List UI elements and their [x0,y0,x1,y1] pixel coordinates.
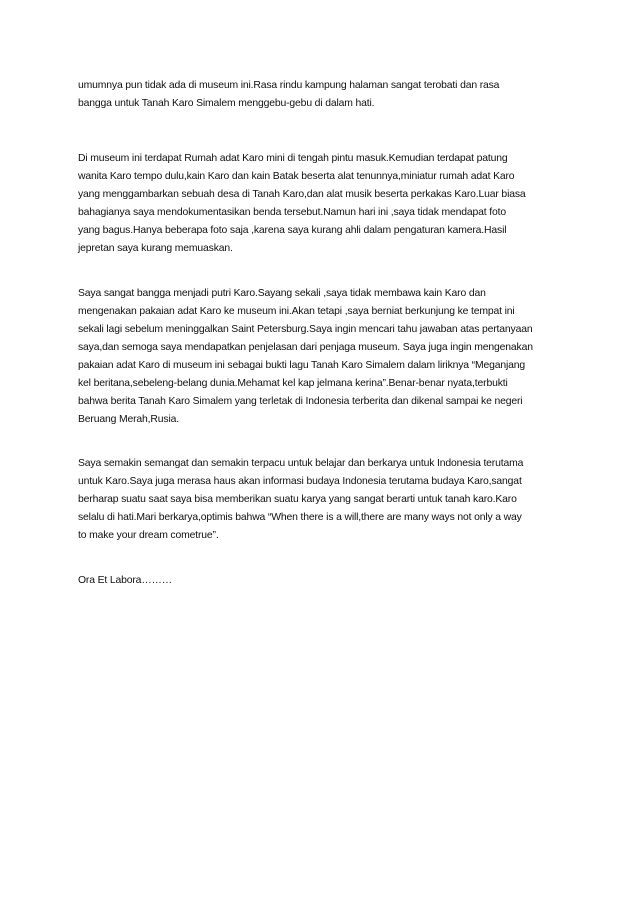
paragraph-4 [78,455,568,545]
text-line: saya,dan semoga saya mendapatkan penjelasan dari penjaga museum. Saya juga ingin mengenakan [78,342,533,353]
text-line: Saya semakin semangat dan semakin terpacu untuk belajar dan berkarya untuk Indonesia terutama [78,458,524,469]
text-line: sekali lagi sebelum meninggalkan Saint Petersburg.Saya ingin mencari tahu jawaban atas pertanyaan [78,324,533,335]
text-line: yang bagus.Hanya beberapa foto saja ,karena saya kurang ahli dalam pengaturan kamera.Hasil [78,225,507,236]
text-line: bangga untuk Tanah Karo Simalem menggebu-gebu di dalam hati. [78,98,375,109]
text-line: untuk Karo.Saya juga merasa haus akan informasi budaya Indonesia terutama budaya Karo,sangat [78,476,522,487]
text-line: bahagianya saya mendokumentasikan benda tersebut.Namun hari ini ,saya tidak mendapat foto [78,207,506,218]
text-line: to make your dream cometrue”. [78,530,219,541]
text-line: wanita Karo tempo dulu,kain Karo dan kain Batak beserta alat tenunnya,miniatur rumah adat Karo [78,171,515,182]
text-line: yang menggambarkan sebuah desa di Tanah Karo,dan alat musik beserta perkakas Karo.Luar biasa [78,189,526,200]
paragraph-2 [78,150,568,258]
text-line: mengenakan pakaian adat Karo ke museum ini.Akan tetapi ,saya berniat berkunjung ke tempat ini [78,306,515,317]
text-line: berharap suatu saat saya bisa memberikan suatu karya yang sangat berarti untuk tanah karo.Karo [78,494,517,505]
paragraph-1 [78,77,568,113]
text-line: pakaian adat Karo di museum ini sebagai bukti lagu Tanah Karo Simalem dalam liriknya “Meganjang [78,360,526,371]
paragraph-3 [78,285,568,429]
text-line: bahwa berita Tanah Karo Simalem yang terletak di Indonesia terberita dan dikenal sampai ke negeri [78,396,523,407]
closing-line: Ora Et Labora……… [78,575,173,586]
text-line: umumnya pun tidak ada di museum ini.Rasa rindu kampung halaman sangat terobati dan rasa [78,80,500,91]
text-line: kel beritana,sebeleng-belang dunia.Mehamat kel kap jelmana kerina”.Benar-benar nyata,terbukti [78,378,508,389]
paragraph-5 [78,572,568,590]
text-line: selalu di hati.Mari berkarya,optimis bahwa “When there is a will,there are many ways not only a way [78,512,522,523]
text-line: jepretan saya kurang memuaskan. [78,243,233,254]
text-line: Di museum ini terdapat Rumah adat Karo mini di tengah pintu masuk.Kemudian terdapat patung [78,153,508,164]
text-line: Saya sangat bangga menjadi putri Karo.Sayang sekali ,saya tidak membawa kain Karo dan [78,288,486,299]
text-line: Beruang Merah,Rusia. [78,414,179,425]
